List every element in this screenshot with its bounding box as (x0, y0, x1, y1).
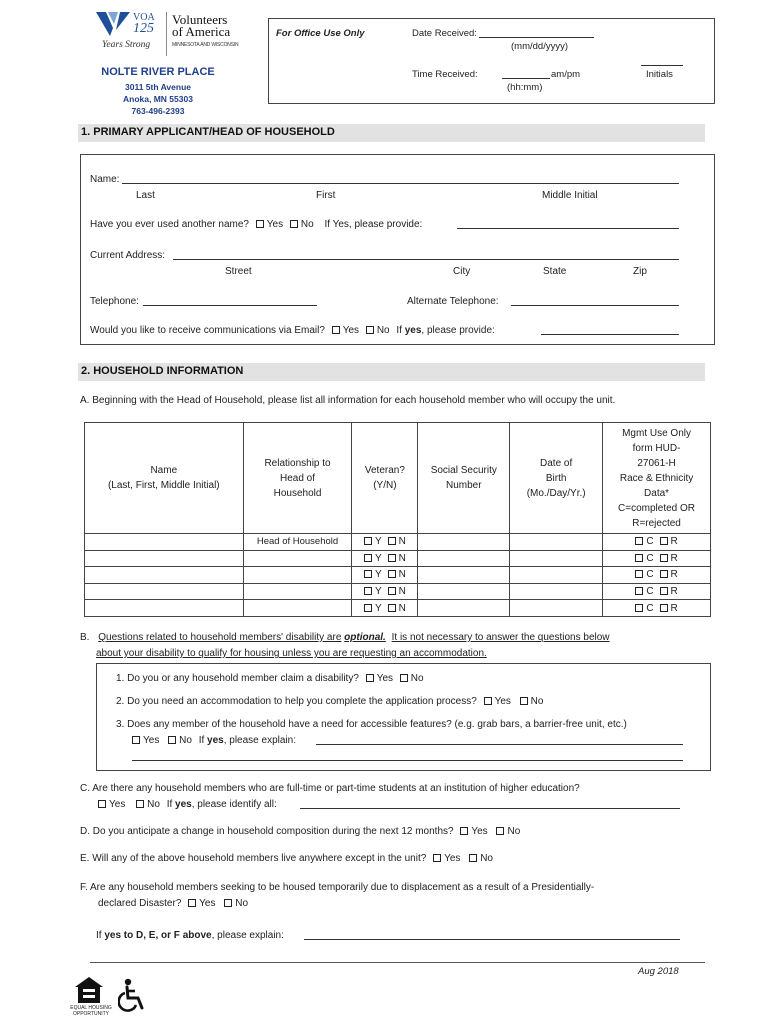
ssn-cell[interactable] (418, 567, 510, 584)
name-cell[interactable] (85, 534, 244, 551)
b-text1: Questions related to household members' disability are (98, 632, 342, 643)
veteran-n-checkbox[interactable] (388, 570, 396, 578)
time-ampm: am/pm (551, 69, 581, 80)
initials-label: Initials (646, 69, 673, 80)
col-dob-header (510, 423, 603, 534)
email-field[interactable] (541, 325, 679, 335)
veteran-y-checkbox[interactable] (364, 604, 372, 612)
time-received-label: Time Received: (412, 69, 478, 80)
mgmt-r-label: R (670, 536, 678, 548)
b-q3-no-label: No (179, 735, 192, 746)
mgmt-r-label: R (670, 552, 678, 564)
relationship-cell (243, 550, 352, 567)
alt-telephone-label: Alternate Telephone: (407, 296, 499, 307)
f-text2: declared Disaster? (98, 898, 182, 909)
d-text: D. Do you anticipate a change in household composition during the next 12 months? (80, 826, 454, 837)
b-q1-no-checkbox[interactable] (400, 674, 408, 682)
d-no-checkbox[interactable] (496, 827, 504, 835)
col-relationship-header (243, 423, 352, 534)
b-q3-explain-field-2[interactable] (132, 751, 683, 761)
veteran-n-label: N (398, 536, 406, 548)
email-no-label: No (376, 325, 390, 336)
name-field[interactable] (122, 174, 679, 184)
equal-housing-icon (74, 976, 104, 1004)
equal-housing-text: EQUAL HOUSING OPPORTUNITY (70, 1005, 112, 1017)
date-received-field[interactable] (479, 28, 594, 38)
d-yes-checkbox[interactable] (460, 827, 468, 835)
voa-logo (96, 12, 266, 58)
b-text2: It is not necessary to answer the questions below (391, 632, 610, 643)
veteran-y-checkbox[interactable] (364, 554, 372, 562)
veteran-cell (352, 550, 418, 567)
mgmt-cell (603, 600, 711, 617)
f-yes-checkbox[interactable] (188, 899, 196, 907)
b-q1 (116, 673, 424, 684)
mgmt-r-checkbox[interactable] (660, 570, 668, 578)
table-row (85, 534, 711, 551)
date-received-label: Date Received: (412, 28, 477, 39)
name-cell[interactable] (85, 583, 244, 600)
col-name-header (85, 423, 244, 534)
mgmt-r-checkbox[interactable] (660, 587, 668, 595)
veteran-cell (352, 567, 418, 584)
ssn-cell[interactable] (418, 534, 510, 551)
veteran-n-label: N (398, 586, 406, 598)
property-phone: 763-496-2393 (131, 106, 185, 116)
mgmt-r-label: R (670, 602, 678, 614)
table-row (85, 567, 711, 584)
veteran-y-label: Y (374, 569, 382, 581)
email-question (90, 325, 495, 336)
wheelchair-icon (118, 978, 148, 1012)
time-format: (hh:mm) (507, 82, 543, 93)
address-label: Current Address: (90, 250, 166, 261)
section2-b-text (80, 630, 710, 662)
b-q2-text: 2. Do you need an accommodation to help you complete the application process? (116, 696, 477, 707)
table-row (85, 600, 711, 617)
veteran-n-checkbox[interactable] (388, 587, 396, 595)
f-no-checkbox[interactable] (224, 899, 232, 907)
b-q1-yes-checkbox[interactable] (366, 674, 374, 682)
mgmt-c-checkbox[interactable] (635, 604, 643, 612)
mgmt-cell (603, 534, 711, 551)
dob-cell[interactable] (510, 567, 603, 584)
b-q2-yes-checkbox[interactable] (484, 697, 492, 705)
col-relationship-header-text: Relationship to Head of Household (264, 457, 331, 499)
household-table (84, 422, 711, 617)
other-name-yes-checkbox[interactable] (256, 220, 264, 228)
relationship-cell (243, 567, 352, 584)
c-yes-label: Yes (109, 799, 126, 810)
veteran-n-label: N (398, 602, 406, 614)
property-address2: Anoka, MN 55303 (123, 94, 193, 104)
logo-divider (166, 12, 167, 56)
logo-region: MINNESOTA AND WISCONSIN (172, 42, 239, 48)
e-text: E. Will any of the above household members live anywhere except in the unit? (80, 853, 427, 864)
other-name-yes-label: Yes (266, 219, 284, 230)
veteran-y-label: Y (374, 552, 382, 564)
veteran-n-label: N (398, 552, 406, 564)
c-no-checkbox[interactable] (136, 800, 144, 808)
dob-cell[interactable] (510, 534, 603, 551)
dob-cell[interactable] (510, 550, 603, 567)
f-no-label: No (235, 898, 249, 909)
name-cell[interactable] (85, 600, 244, 617)
footer-divider (90, 962, 705, 963)
final-explain-label: , please explain: (211, 930, 284, 941)
other-name-field[interactable] (457, 219, 679, 229)
other-name-question (90, 219, 422, 230)
office-use-label: For Office Use Only (276, 28, 365, 39)
office-use-box (268, 18, 715, 104)
ssn-cell[interactable] (418, 600, 510, 617)
section2-f-text1: F. Are any household members seeking to be housed temporarily due to displacement as a result of a Presidentially- (80, 882, 595, 893)
initials-field[interactable] (641, 56, 683, 66)
dob-cell[interactable] (510, 583, 603, 600)
footer-date: Aug 2018 (638, 966, 679, 977)
d-no-label: No (507, 826, 521, 837)
final-explain (96, 930, 284, 941)
col-ssn-header (418, 423, 510, 534)
c-if: If (166, 799, 173, 810)
c-yes-checkbox[interactable] (98, 800, 106, 808)
col-veteran-header (352, 423, 418, 534)
mgmt-r-label: R (670, 569, 678, 581)
b-q2-no-label: No (530, 696, 544, 707)
section2-c-text: C. Are there any household members who are full-time or part-time students at an institution of higher education? (80, 783, 580, 794)
section1-box (80, 154, 715, 345)
mgmt-c-checkbox[interactable] (635, 570, 643, 578)
mgmt-c-label: C (646, 586, 654, 598)
veteran-n-checkbox[interactable] (388, 537, 396, 545)
relationship-value[interactable]: Head of Household (256, 536, 339, 548)
b-optional: optional. (344, 632, 386, 643)
email-yes-checkbox[interactable] (332, 326, 340, 334)
alt-telephone-field[interactable] (511, 296, 679, 306)
mgmt-c-checkbox[interactable] (635, 554, 643, 562)
veteran-cell (352, 583, 418, 600)
e-no-label: No (480, 853, 493, 864)
mgmt-cell (603, 583, 711, 600)
email-question-text: Would you like to receive communications via Email? (90, 325, 325, 336)
name-last-caption: Last (136, 190, 155, 201)
b-q2-yes-label: Yes (494, 696, 511, 707)
mgmt-c-label: C (646, 569, 654, 581)
email-yes-label: Yes (342, 325, 360, 336)
c-identify-field[interactable] (300, 799, 680, 809)
mgmt-c-label: C (646, 536, 654, 548)
mgmt-r-checkbox[interactable] (660, 554, 668, 562)
final-bold: yes to D, E, or F above (104, 930, 212, 941)
table-row (85, 583, 711, 600)
e-yes-label: Yes (444, 853, 461, 864)
voa-v-icon (96, 12, 130, 38)
mgmt-c-checkbox[interactable] (635, 587, 643, 595)
veteran-y-label: Y (374, 586, 382, 598)
telephone-field[interactable] (143, 296, 317, 306)
col-dob-header-text: Date of Birth (Mo./Day/Yr.) (526, 457, 586, 499)
veteran-y-checkbox[interactable] (364, 537, 372, 545)
veteran-n-checkbox[interactable] (388, 604, 396, 612)
dob-cell[interactable] (510, 600, 603, 617)
col-mgmt-header (603, 423, 711, 534)
logo-125-text: 125 (133, 21, 154, 36)
relationship-cell (243, 583, 352, 600)
b-q1-no-label: No (410, 673, 424, 684)
b-q2-no-checkbox[interactable] (520, 697, 528, 705)
disability-box (96, 663, 711, 771)
addr-city-caption: City (453, 266, 471, 277)
b-q3-text: 3. Does any member of the household have a need for accessible features? (e.g. grab bars, a barrier-free unit, etc.) (116, 719, 627, 730)
name-first-caption: First (316, 190, 336, 201)
e-no-checkbox[interactable] (469, 854, 477, 862)
mgmt-r-label: R (670, 586, 678, 598)
ssn-cell[interactable] (418, 550, 510, 567)
veteran-y-label: Y (374, 602, 382, 614)
relationship-cell (243, 600, 352, 617)
other-name-provide-label: If Yes, please provide: (324, 219, 423, 230)
b-q3-yes-bold: yes (207, 735, 224, 746)
relationship-cell (243, 534, 352, 551)
b-q3-answer (132, 735, 296, 746)
b-prefix: B. (80, 632, 90, 643)
col-name-header-text: Name (Last, First, Middle Initial) (107, 465, 220, 491)
d-yes-label: Yes (471, 826, 488, 837)
b-q3-yes-checkbox[interactable] (132, 736, 140, 744)
veteran-y-checkbox[interactable] (364, 570, 372, 578)
date-format: (mm/dd/yyyy) (511, 41, 568, 52)
final-if: If (96, 930, 102, 941)
section2-f-answer (98, 898, 248, 909)
col-ssn-header-text: Social Security Number (430, 465, 497, 491)
section2-e (80, 853, 493, 864)
name-label: Name: (90, 174, 120, 185)
addr-zip-caption: Zip (633, 266, 647, 277)
mgmt-c-label: C (646, 552, 654, 564)
mgmt-cell (603, 567, 711, 584)
addr-street-caption: Street (225, 266, 252, 277)
email-if: If (396, 325, 402, 336)
b-q1-yes-label: Yes (376, 673, 394, 684)
mgmt-c-label: C (646, 602, 654, 614)
veteran-n-label: N (398, 569, 406, 581)
mgmt-r-checkbox[interactable] (660, 604, 668, 612)
veteran-cell (352, 534, 418, 551)
section2-a-text: A. Beginning with the Head of Household, please list all information for each household member who will occupy the unit. (80, 395, 616, 406)
email-yes-bold: yes (404, 325, 422, 336)
name-cell[interactable] (85, 567, 244, 584)
other-name-text: Have you ever used another name? (90, 219, 249, 230)
addr-state-caption: State (543, 266, 567, 277)
veteran-y-label: Y (374, 536, 382, 548)
c-yes-bold: yes (175, 799, 192, 810)
final-explain-field[interactable] (304, 930, 680, 940)
section1-title: 1. PRIMARY APPLICANT/HEAD OF HOUSEHOLD (78, 124, 705, 142)
veteran-n-checkbox[interactable] (388, 554, 396, 562)
b-q1-text: 1. Do you or any household member claim a disability? (116, 673, 359, 684)
f-yes-label: Yes (199, 898, 216, 909)
logo-org-line1: Volunteers (172, 12, 228, 27)
household-table-header (85, 423, 711, 534)
veteran-y-checkbox[interactable] (364, 587, 372, 595)
mgmt-cell (603, 550, 711, 567)
logo-org-line2: of America (172, 24, 231, 39)
b-q2 (116, 696, 543, 707)
other-name-no-label: No (300, 219, 314, 230)
logo-voa-text: VOA (133, 12, 155, 23)
b-q3-no-checkbox[interactable] (168, 736, 176, 744)
property-name: NOLTE RIVER PLACE (101, 66, 215, 78)
telephone-label: Telephone: (90, 296, 139, 307)
c-identify: , please identify all: (191, 799, 277, 810)
b-text3: about your disability to qualify for housing unless you are requesting an accommodation. (96, 648, 487, 659)
name-middle-caption: Middle Initial (542, 190, 598, 201)
section2-title: 2. HOUSEHOLD INFORMATION (78, 363, 705, 381)
equal-housing-logo (70, 976, 118, 1018)
address-field[interactable] (173, 250, 679, 260)
e-yes-checkbox[interactable] (433, 854, 441, 862)
time-received-field[interactable] (502, 69, 550, 79)
mgmt-c-checkbox[interactable] (635, 537, 643, 545)
col-veteran-header-text: Veteran? (Y/N) (364, 465, 405, 491)
email-provide-label: , please provide: (421, 325, 495, 336)
email-no-checkbox[interactable] (366, 326, 374, 334)
other-name-no-checkbox[interactable] (290, 220, 298, 228)
logo-years-text: Years Strong (102, 40, 151, 50)
veteran-cell (352, 600, 418, 617)
b-q3-if: If (198, 735, 205, 746)
section2-d (80, 826, 520, 837)
b-q3-explain-field[interactable] (316, 735, 683, 745)
c-no-label: No (147, 799, 160, 810)
ssn-cell[interactable] (418, 583, 510, 600)
b-q3-explain: , please explain: (223, 735, 296, 746)
col-mgmt-header-text: Mgmt Use Only form HUD- 27061-H Race & Ethnicity Data* C=completed OR R=rejected (618, 427, 696, 529)
table-row (85, 550, 711, 567)
name-cell[interactable] (85, 550, 244, 567)
mgmt-r-checkbox[interactable] (660, 537, 668, 545)
b-q3-yes-label: Yes (143, 735, 160, 746)
section2-c-answer (98, 799, 277, 810)
property-address1: 3011 5th Avenue (125, 82, 191, 92)
